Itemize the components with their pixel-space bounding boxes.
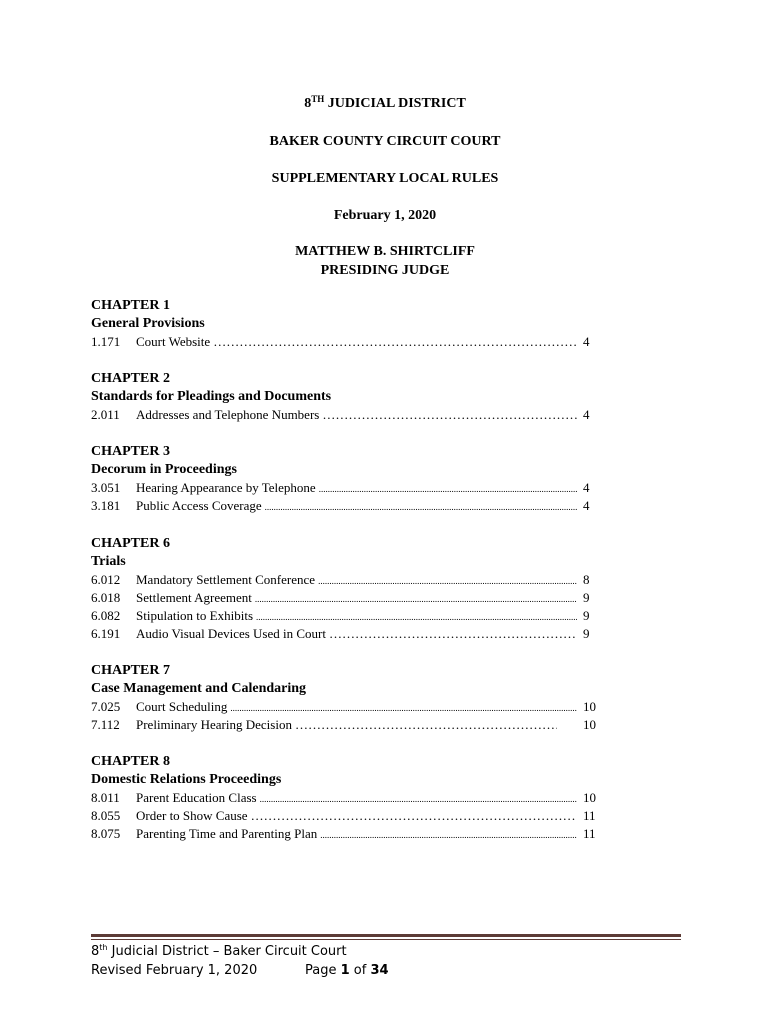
dot-leader	[295, 716, 557, 734]
chapter-1	[91, 297, 605, 351]
footer-page-number: Page 1 of 34	[305, 963, 389, 978]
rule-title: Court Scheduling	[136, 699, 228, 714]
chapter-name: Case Management and Calendaring	[91, 681, 307, 696]
chapter-8	[91, 753, 605, 843]
rules-heading: SUPPLEMENTARY LOCAL RULES	[271, 171, 499, 186]
toc-entry[interactable]	[91, 333, 605, 351]
dot-leader	[320, 826, 577, 844]
dot-leader	[265, 498, 577, 516]
rule-number: 8.075	[91, 826, 121, 841]
rule-number: 8.011	[91, 790, 120, 805]
rule-title: Order to Show Cause	[136, 808, 248, 823]
rule-number: 1.171	[91, 334, 121, 349]
page-ref: 8	[583, 572, 590, 587]
dot-leader	[329, 625, 577, 643]
chapter-number: CHAPTER 8	[91, 754, 170, 769]
chapter-name: Trials	[91, 554, 126, 569]
page-ref: 10	[583, 699, 596, 714]
toc-entry[interactable]	[91, 716, 605, 734]
rule-number: 6.018	[91, 590, 121, 605]
chapter-number: CHAPTER 6	[91, 536, 170, 551]
toc-entry[interactable]	[91, 698, 605, 716]
page-ref: 4	[583, 407, 590, 422]
rule-title: Mandatory Settlement Conference	[136, 572, 316, 587]
dot-leader	[213, 333, 577, 351]
rule-title: Audio Visual Devices Used in Court	[136, 626, 326, 641]
toc-entry[interactable]	[91, 607, 605, 625]
chapter-number: CHAPTER 7	[91, 663, 170, 678]
chapter-3	[91, 443, 605, 515]
dot-leader	[230, 699, 577, 717]
rule-title: Stipulation to Exhibits	[136, 608, 254, 623]
chapter-name: Domestic Relations Proceedings	[91, 772, 282, 787]
rule-title: Settlement Agreement	[136, 590, 252, 605]
rule-number: 6.191	[91, 626, 121, 641]
chapter-6	[91, 535, 605, 643]
rule-number: 2.011	[91, 407, 120, 422]
rule-title: Preliminary Hearing Decision	[136, 717, 292, 732]
toc-entry[interactable]	[91, 479, 605, 497]
dot-leader	[318, 572, 577, 590]
dot-leader	[319, 480, 577, 498]
page-ref: 10	[583, 790, 596, 805]
page-ref: 11	[583, 826, 596, 841]
page-ref: 4	[583, 334, 590, 349]
toc-entry[interactable]	[91, 825, 605, 843]
rule-title: Court Website	[136, 334, 211, 349]
chapter-number: CHAPTER 3	[91, 444, 170, 459]
toc-entry[interactable]	[91, 406, 605, 424]
rule-number: 6.012	[91, 572, 121, 587]
toc-entry[interactable]	[91, 589, 605, 607]
rule-title: Addresses and Telephone Numbers	[136, 407, 320, 422]
rule-title: Hearing Appearance by Telephone	[136, 480, 316, 495]
rule-number: 7.112	[91, 717, 120, 732]
toc-entry[interactable]	[91, 807, 605, 825]
toc-entry[interactable]	[91, 789, 605, 807]
rule-title: Public Access Coverage	[136, 498, 262, 513]
chapter-name: Decorum in Proceedings	[91, 462, 237, 477]
district-heading: 8TH JUDICIAL DISTRICT	[304, 94, 466, 111]
toc-entry[interactable]	[91, 497, 605, 515]
dot-leader	[255, 590, 577, 608]
page-ref: 11	[583, 808, 596, 823]
dot-leader	[251, 807, 577, 825]
page-ref: 10	[583, 717, 596, 732]
footer-district: 8th Judicial District – Baker Circuit Court	[91, 943, 347, 959]
rule-number: 3.181	[91, 498, 121, 513]
dot-leader	[256, 608, 577, 626]
date-heading: February 1, 2020	[333, 208, 437, 223]
page-ref: 9	[583, 608, 590, 623]
rule-number: 7.025	[91, 699, 121, 714]
footer-revised: Revised February 1, 2020	[91, 963, 258, 978]
dot-leader	[322, 406, 577, 424]
chapter-7	[91, 662, 605, 734]
chapter-name: Standards for Pleadings and Documents	[91, 389, 332, 404]
court-heading: BAKER COUNTY CIRCUIT COURT	[269, 134, 501, 149]
chapter-name: General Provisions	[91, 316, 205, 331]
page-ref: 9	[583, 626, 590, 641]
footer-rule	[91, 934, 681, 937]
rule-number: 8.055	[91, 808, 121, 823]
toc-entry[interactable]	[91, 625, 605, 643]
page-ref: 9	[583, 590, 590, 605]
judge-title: PRESIDING JUDGE	[320, 263, 450, 278]
chapter-2	[91, 370, 605, 424]
rule-number: 6.082	[91, 608, 121, 623]
toc-entry[interactable]	[91, 571, 605, 589]
chapter-number: CHAPTER 2	[91, 371, 170, 386]
page-ref: 4	[583, 480, 590, 495]
rule-title: Parent Education Class	[136, 790, 257, 805]
footer-rule-thin	[91, 939, 681, 940]
page-ref: 4	[583, 498, 590, 513]
rule-number: 3.051	[91, 480, 121, 495]
judge-name: MATTHEW B. SHIRTCLIFF	[295, 244, 475, 259]
chapter-number: CHAPTER 1	[91, 298, 170, 313]
rule-title: Parenting Time and Parenting Plan	[136, 826, 318, 841]
dot-leader	[260, 790, 577, 808]
